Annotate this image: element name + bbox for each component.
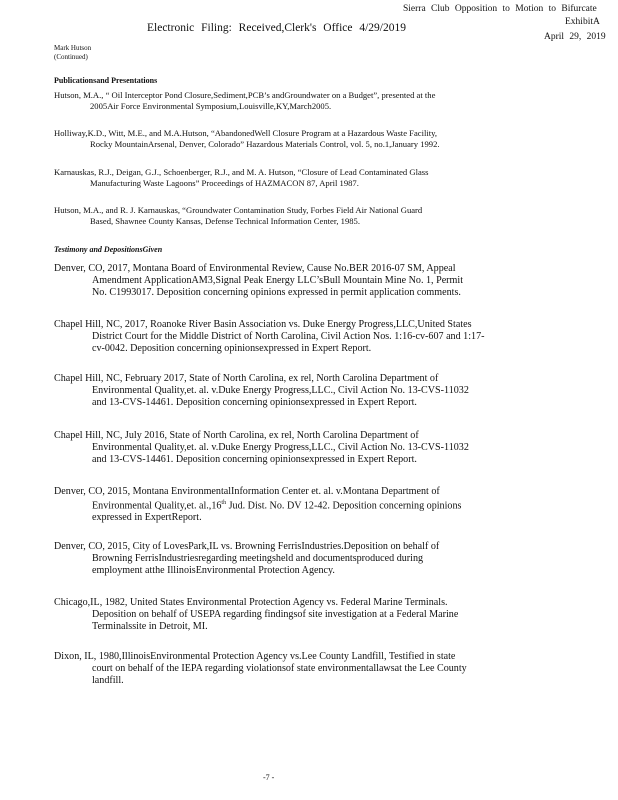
exhibit-caption: Sierra Club Opposition to Motion to Bifurcate	[403, 4, 597, 14]
testimony-item: Denver, CO, 2015, City of LovesPark,IL vs. Browning FerrisIndustries.Deposition on behalf of Browning FerrisIndustriesregarding meetingsheld and documentsproduced during employment atthe IllinoisEnvironmental Protection Agency.	[54, 541, 440, 576]
exhibit-date: April 29, 2019	[544, 32, 606, 42]
publication-item: Holliway,K.D., Witt, M.E., and M.A.Hutson, “AbandonedWell Closure Program at a Hazardous Waste Facility, Rocky MountainArsenal, Denver, Colorado” Hazardous Materials Control, vol. 5, no.1,January 1992.	[54, 128, 440, 149]
publications-heading: Publicationsand Presentations	[54, 76, 158, 85]
testimony-item: Chapel Hill, NC, February 2017, State of North Carolina, ex rel, North Carolina Department of Environmental Quality,et. al. v.Duke Energy Progress,LLC., Civil Action No. 13-CVS-11032 and 13-CVS-14461. Deposition concerning opinionsexpressed in Expert Report.	[54, 373, 469, 408]
publication-item: Hutson, M.A., and R. J. Karnauskas, “Groundwater Contamination Study, Forbes Field Air National Guard Based, Shawnee County Kansas, Defense Technical Information Center, 1985.	[54, 205, 423, 226]
testimony-heading: Testimony and DepositionsGiven	[54, 245, 163, 254]
testimony-item: Chicago,IL, 1982, United States Environmental Protection Agency vs. Federal Marine Terminals. Deposition on behalf of USEPA regarding findingsof site investigation at a Federal Marine Terminalssite in Detroit, MI.	[54, 597, 459, 632]
author-continued: (Continued)	[54, 53, 88, 61]
page-header	[54, 44, 91, 62]
testimony-item: Denver, CO, 2015, Montana EnvironmentalInformation Center et. al. v.Montana Department of Environmental Quality,et. al.,16th Jud. Dist. No. DV 12-42. Deposition concerning opinions expressed in ExpertReport.	[54, 486, 462, 523]
publication-item: Karnauskas, R.J., Deigan, G.J., Schoenberger, R.J., and M. A. Hutson, “Closure of Lead Contaminated Glass Manufacturing Waste Lagoons” Proceedings of HAZMACON 87, April 1987.	[54, 167, 429, 188]
testimony-item: Chapel Hill, NC, 2017, Roanoke River Basin Association vs. Duke Energy Progress,LLC,United States District Court for the Middle District of North Carolina, Civil Action Nos. 1:16-cv-607 and 1:17- cv-0042. Deposition concerning opinionsexpressed in Expert Report.	[54, 319, 485, 354]
author-name: Mark Hutson	[54, 44, 92, 52]
page-number: -7 -	[263, 773, 275, 782]
testimony-item: Chapel Hill, NC, July 2016, State of North Carolina, ex rel, North Carolina Department of Environmental Quality,et. al. v.Duke Energy Progress,LLC., Civil Action No. 13-CVS-11032 and 13-CVS-14461. Deposition concerning opinionsexpressed in Expert Report.	[54, 430, 469, 465]
testimony-item: Dixon, IL, 1980,IllinoisEnvironmental Protection Agency vs.Lee County Landfill, Testified in state court on behalf of the IEPA regarding violationsof state environmentallawsat the Lee County landfill.	[54, 651, 467, 686]
filing-stamp: Electronic Filing: Received,Clerk's Office 4/29/2019	[147, 22, 406, 34]
testimony-item: Denver, CO, 2017, Montana Board of Environmental Review, Cause No.BER 2016-07 SM, Appeal Amendment ApplicationAM3,Signal Peak Energy LLC’sBull Mountain Mine No. 1, Permit No. C1993017. Deposition concerning opinions expressed in permit application comments.	[54, 263, 464, 298]
exhibit-label: ExhibitA	[565, 17, 600, 27]
publication-item: Hutson, M.A., “ Oil Interceptor Pond Closure,Sediment,PCB’s andGroundwater on a Budget”, presented at the 2005Air Force Environmental Symposium,Louisville,KY,March2005.	[54, 90, 436, 111]
